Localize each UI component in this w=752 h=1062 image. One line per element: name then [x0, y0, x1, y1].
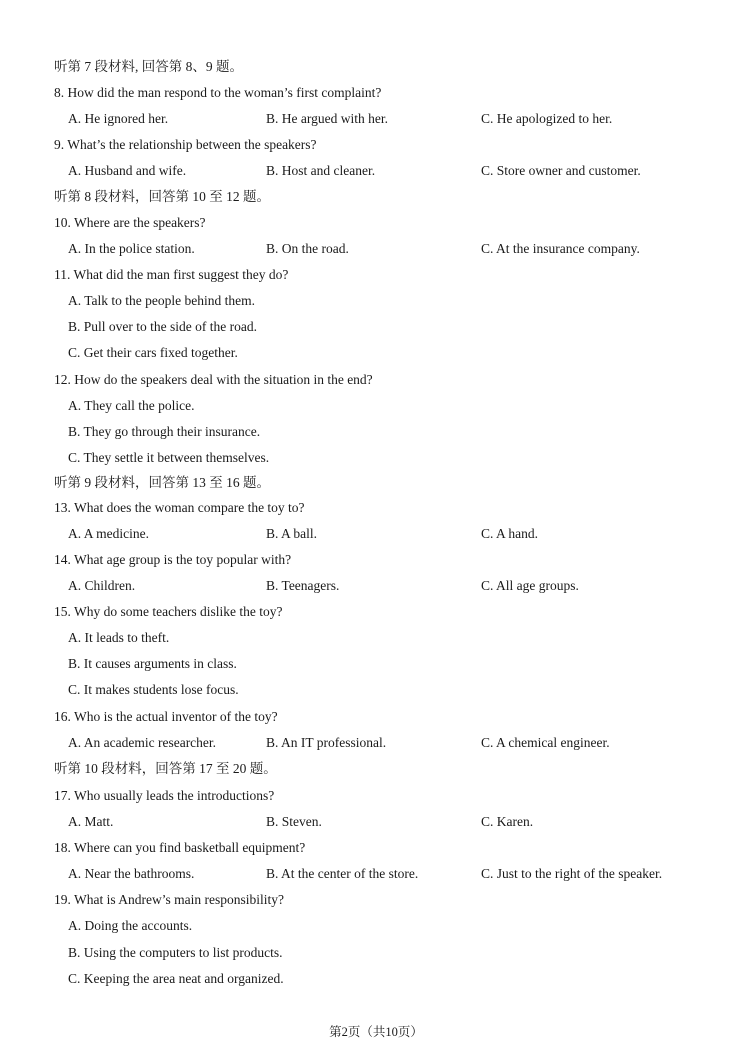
section-header-9: 听第 9 段材料，回答第 13 至 16 题。 — [54, 475, 270, 490]
q10-option-a: A. In the police station. — [68, 241, 195, 256]
q19-option-a: A. Doing the accounts. — [68, 918, 193, 933]
q15-option-c: C. It makes students lose focus. — [68, 682, 239, 697]
q17-option-c: C. Karen. — [481, 814, 534, 829]
q9-option-b: B. Host and cleaner. — [266, 163, 376, 178]
section-header-7: 听第 7 段材料, 回答第 8、9 题。 — [54, 59, 243, 74]
q9-option-c: C. Store owner and customer. — [481, 163, 641, 178]
section-header-8: 听第 8 段材料，回答第 10 至 12 题。 — [54, 189, 270, 204]
q19-option-c: C. Keeping the area neat and organized. — [68, 971, 284, 986]
q8-option-c: C. He apologized to her. — [481, 111, 613, 126]
question-14: 14. What age group is the toy popular with? — [54, 552, 292, 567]
q11-option-a: A. Talk to the people behind them. — [68, 293, 256, 308]
q11-option-c: C. Get their cars fixed together. — [68, 345, 238, 360]
q12-option-b: B. They go through their insurance. — [68, 424, 261, 439]
q19-option-b: B. Using the computers to list products. — [68, 945, 283, 960]
q17-option-a: A. Matt. — [68, 814, 114, 829]
q13-option-b: B. A ball. — [266, 526, 318, 541]
page-number-footer: 第2页（共10页） — [329, 1025, 423, 1039]
q15-option-a: A. It leads to theft. — [68, 630, 170, 645]
q8-option-b: B. He argued with her. — [266, 111, 388, 126]
question-9: 9. What’s the relationship between the speakers? — [54, 137, 317, 152]
q16-option-b: B. An IT professional. — [266, 735, 387, 750]
q17-option-b: B. Steven. — [266, 814, 322, 829]
question-19: 19. What is Andrew’s main responsibility? — [54, 892, 284, 907]
question-12: 12. How do the speakers deal with the situation in the end? — [54, 372, 373, 387]
q16-option-c: C. A chemical engineer. — [481, 735, 610, 750]
q13-option-c: C. A hand. — [481, 526, 539, 541]
q12-option-c: C. They settle it between themselves. — [68, 450, 270, 465]
q14-option-a: A. Children. — [68, 578, 136, 593]
question-15: 15. Why do some teachers dislike the toy? — [54, 604, 283, 619]
q14-option-b: B. Teenagers. — [266, 578, 340, 593]
q11-option-b: B. Pull over to the side of the road. — [68, 319, 257, 334]
q14-option-c: C. All age groups. — [481, 578, 579, 593]
q16-option-a: A. An academic researcher. — [68, 735, 217, 750]
q18-option-a: A. Near the bathrooms. — [68, 866, 195, 881]
question-18: 18. Where can you find basketball equipment? — [54, 840, 306, 855]
q10-option-c: C. At the insurance company. — [481, 241, 640, 256]
question-17: 17. Who usually leads the introductions? — [54, 788, 275, 803]
question-16: 16. Who is the actual inventor of the toy? — [54, 709, 278, 724]
q18-option-c: C. Just to the right of the speaker. — [481, 866, 663, 881]
q12-option-a: A. They call the police. — [68, 398, 195, 413]
q9-option-a: A. Husband and wife. — [68, 163, 187, 178]
q13-option-a: A. A medicine. — [68, 526, 149, 541]
q8-option-a: A. He ignored her. — [68, 111, 169, 126]
q10-option-b: B. On the road. — [266, 241, 349, 256]
q15-option-b: B. It causes arguments in class. — [68, 656, 237, 671]
question-11: 11. What did the man first suggest they do? — [54, 267, 289, 282]
question-13: 13. What does the woman compare the toy to? — [54, 500, 305, 515]
question-10: 10. Where are the speakers? — [54, 215, 206, 230]
q18-option-b: B. At the center of the store. — [266, 866, 419, 881]
section-header-10: 听第 10 段材料，回答第 17 至 20 题。 — [54, 761, 277, 776]
question-8: 8. How did the man respond to the woman’s first complaint? — [54, 85, 382, 100]
